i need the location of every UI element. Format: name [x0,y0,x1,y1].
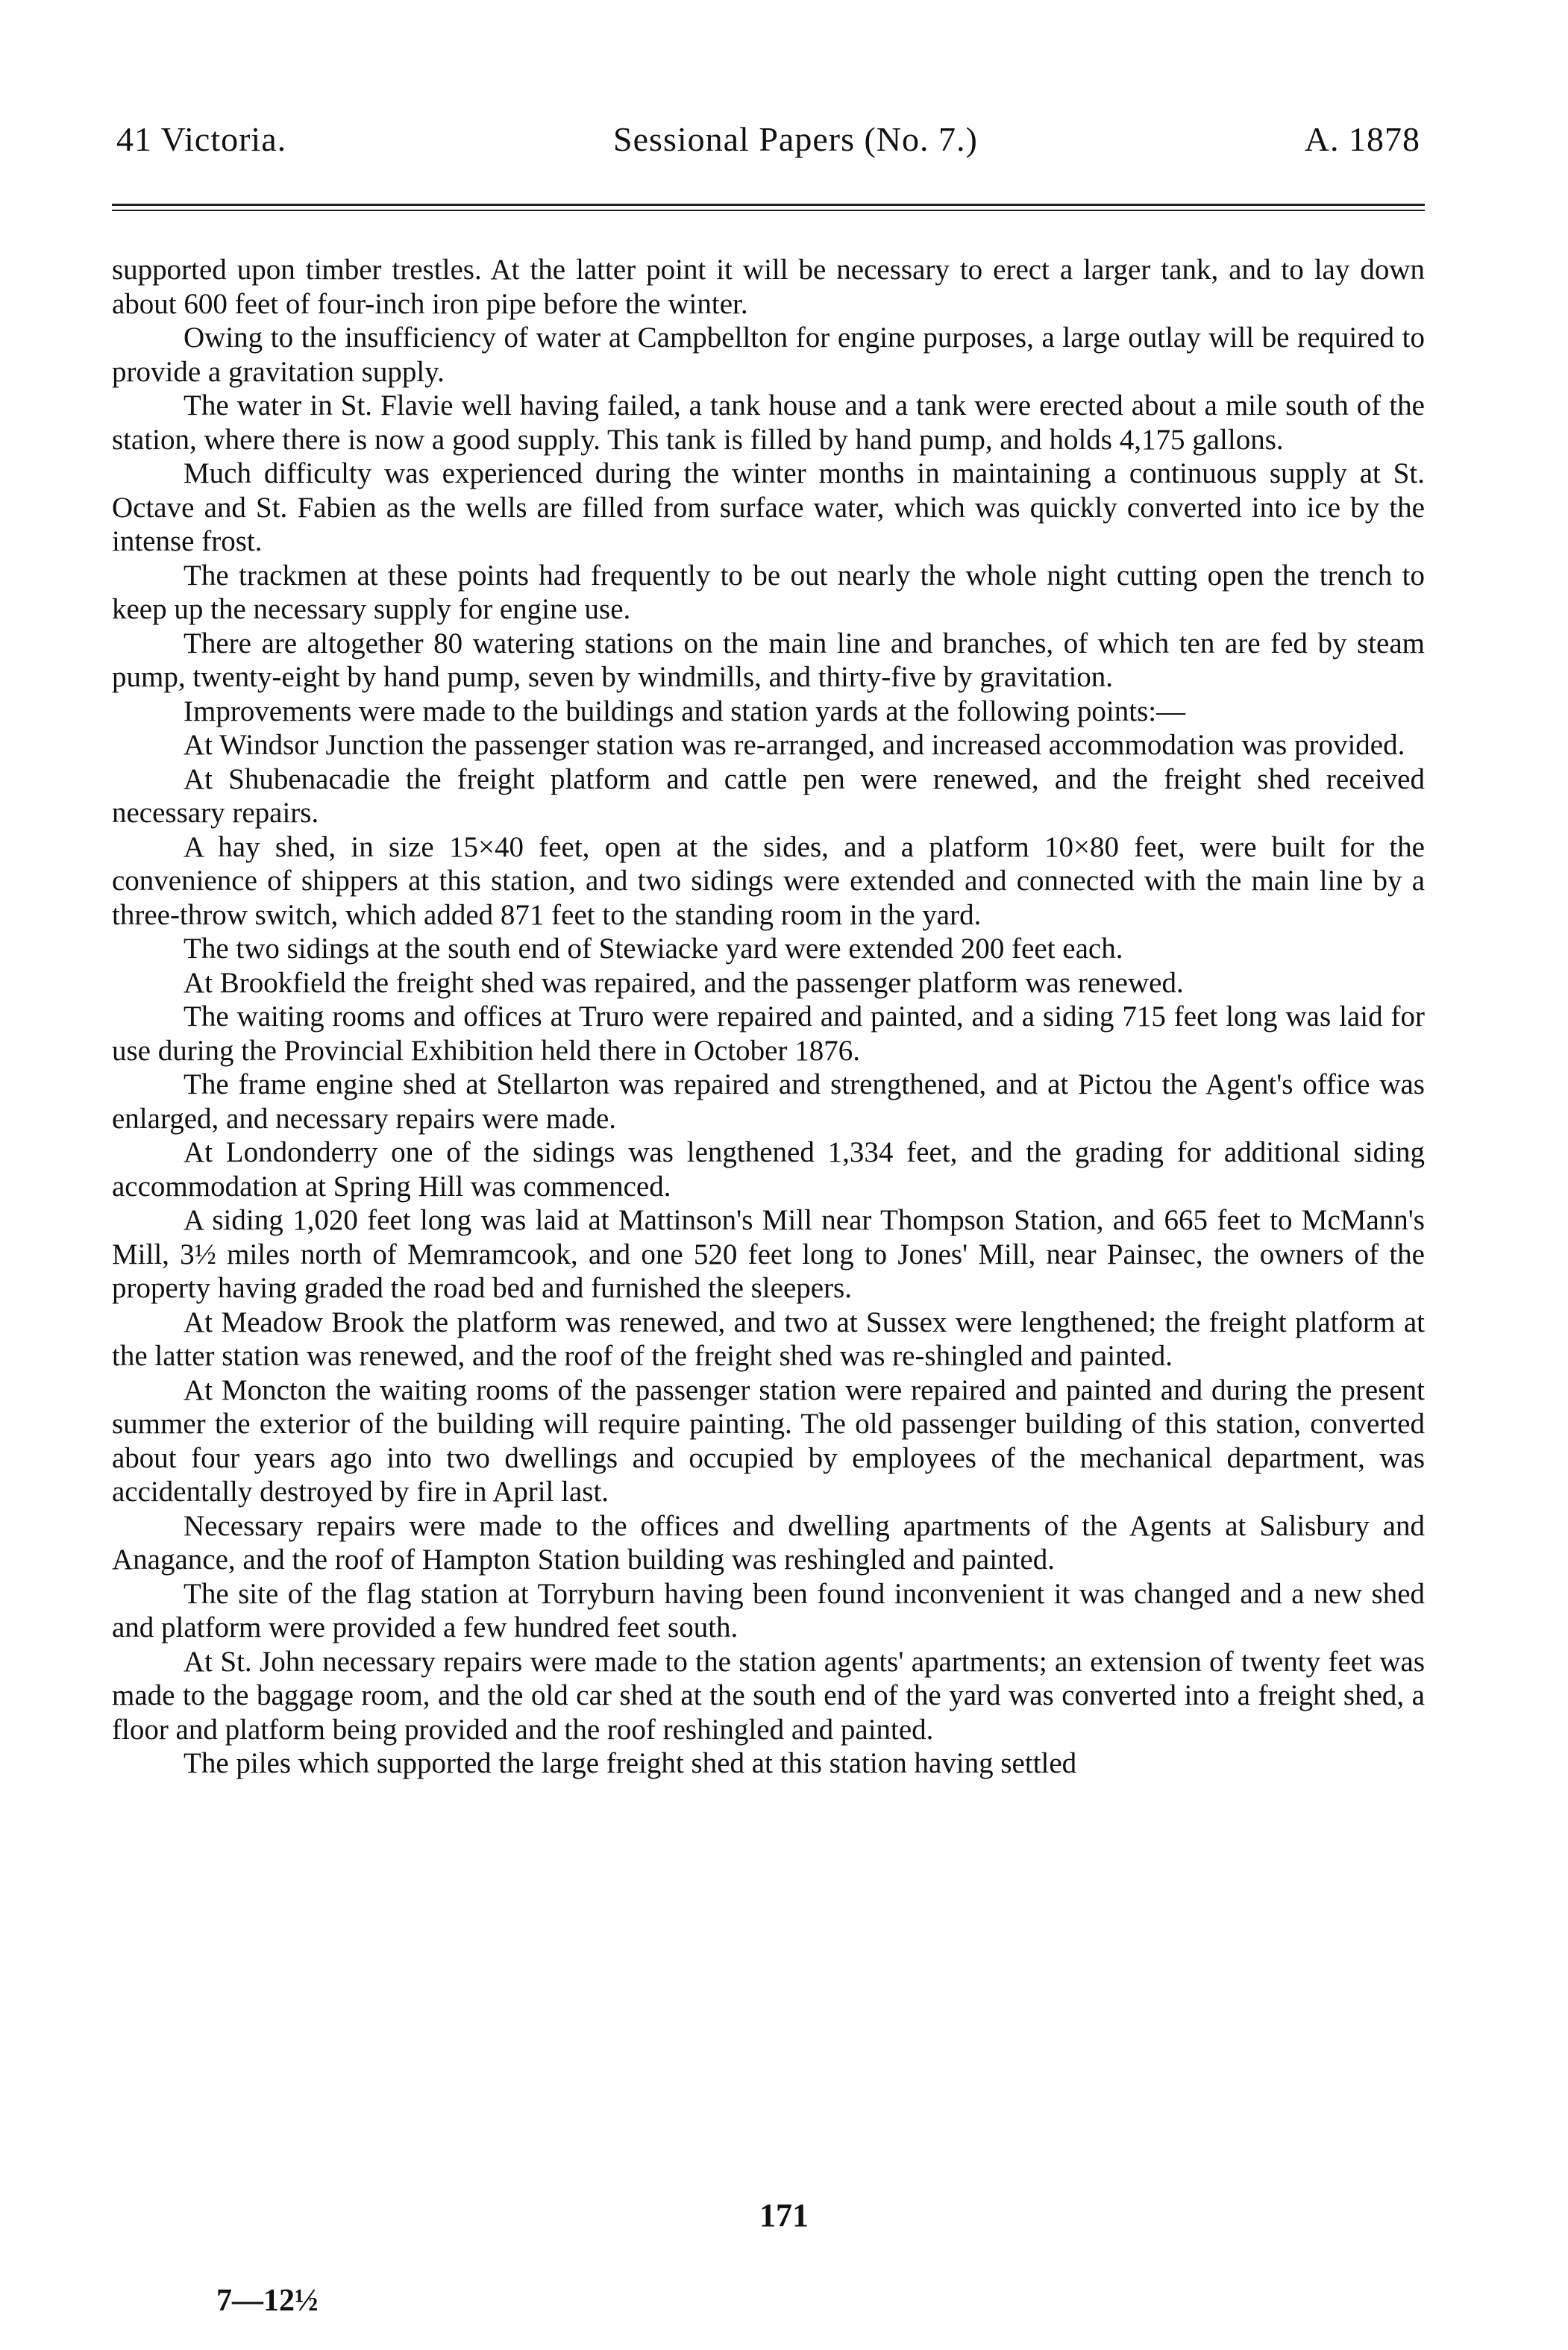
paragraph: The water in St. Flavie well having failed, a tank house and a tank were erected about a mile south of the station, where there is now a good supply. This tank is filled by hand pump, and holds 4,175 gallons. [112,389,1425,456]
paragraph: The trackmen at these points had frequently to be out nearly the whole night cutting open the trench to keep up the necessary supply for engine use. [112,559,1425,625]
paragraph: At St. John necessary repairs were made to the station agents' apartments; an extension of twenty feet was made to the baggage room, and the old car shed at the south end of the yard was converted into a freight shed, a floor and platform being provided and the roof reshingled and painted. [112,1645,1425,1746]
paragraph: A siding 1,020 feet long was laid at Mattinson's Mill near Thompson Station, and 665 feet to McMann's Mill, 3½ miles north of Memramcook, and one 520 feet long to Jones' Mill, near Painsec, the owners of the property having graded the road bed and furnished the sleepers. [112,1204,1425,1304]
paragraph: There are altogether 80 watering stations on the main line and branches, of which ten are fed by steam pump, twenty-eight by hand pump, seven by windmills, and thirty-five by gravitation. [112,627,1425,693]
paragraph: At Londonderry one of the sidings was lengthened 1,334 feet, and the grading for additional siding accommodation at Spring Hill was commenced. [112,1136,1425,1203]
paragraph: The frame engine shed at Stellarton was repaired and strengthened, and at Pictou the Agent's office was enlarged, and necessary repairs were made. [112,1068,1425,1135]
paragraph: At Meadow Brook the platform was renewed, and two at Sussex were lengthened; the freight platform at the latter station was renewed, and the roof of the freight shed was re-shingled and painted. [112,1306,1425,1372]
header-year: A. 1878 [1304,120,1420,158]
paragraph: At Windsor Junction the passenger station was re-arranged, and increased accommodation was provided. [184,729,1405,761]
header-title: Sessional Papers (No. 7.) [613,120,978,158]
paragraph: At Brookfield the freight shed was repaired, and the passenger platform was renewed. [184,966,1184,999]
paragraph: Much difficulty was experienced during the winter months in maintaining a continuous supply at St. Octave and St. Fabien as the wells are filled from surface water, which was quickly converted into ice by the intense frost. [112,457,1425,557]
body-text [112,253,1425,1781]
paragraph: Owing to the insufficiency of water at Campbellton for engine purposes, a large outlay will be required to provide a gravitation supply. [112,322,1425,388]
paragraph: A hay shed, in size 15×40 feet, open at the sides, and a platform 10×80 feet, were built for the convenience of shippers at this station, and two sidings were extended and connected with the main line by a three-throw switch, which added 871 feet to the standing room in the yard. [112,830,1425,931]
document-page [112,119,1425,1781]
header-volume: 41 Victoria. [116,120,287,158]
paragraph: Improvements were made to the buildings and station yards at the following points:— [184,695,1186,727]
paragraph: The site of the flag station at Torryburn having been found inconvenient it was changed and a new shed and platform were provided a few hundred feet south. [112,1577,1425,1644]
paragraph: The two sidings at the south end of Stewiacke yard were extended 200 feet each. [184,933,1123,965]
paragraph: The piles which supported the large freight shed at this station having settled [184,1747,1077,1779]
paragraph: The waiting rooms and offices at Truro were repaired and painted, and a siding 715 feet long was laid for use during the Provincial Exhibition held there in October 1876. [112,1000,1425,1067]
paragraph: At Moncton the waiting rooms of the passenger station were repaired and painted and during the present summer the exterior of the building will require painting. The old passenger building of this station, converted about four years ago into two dwellings and occupied by employees of the mechanical department, was accidentally destroyed by fire in April last. [112,1373,1425,1508]
header-double-rule [112,204,1425,211]
page-number: 171 [759,2197,809,2234]
paragraph: At Shubenacadie the freight platform and cattle pen were renewed, and the freight shed received necessary repairs. [112,762,1425,829]
signature-mark: 7—12½ [216,2284,319,2318]
paragraph: supported upon timber trestles. At the latter point it will be necessary to erect a larger tank, and to lay down about 600 feet of four-inch iron pipe before the winter. [112,254,1425,320]
running-header [112,119,1425,159]
paragraph: Necessary repairs were made to the offices and dwelling apartments of the Agents at Salisbury and Anagance, and the roof of Hampton Station building was reshingled and painted. [112,1509,1425,1576]
